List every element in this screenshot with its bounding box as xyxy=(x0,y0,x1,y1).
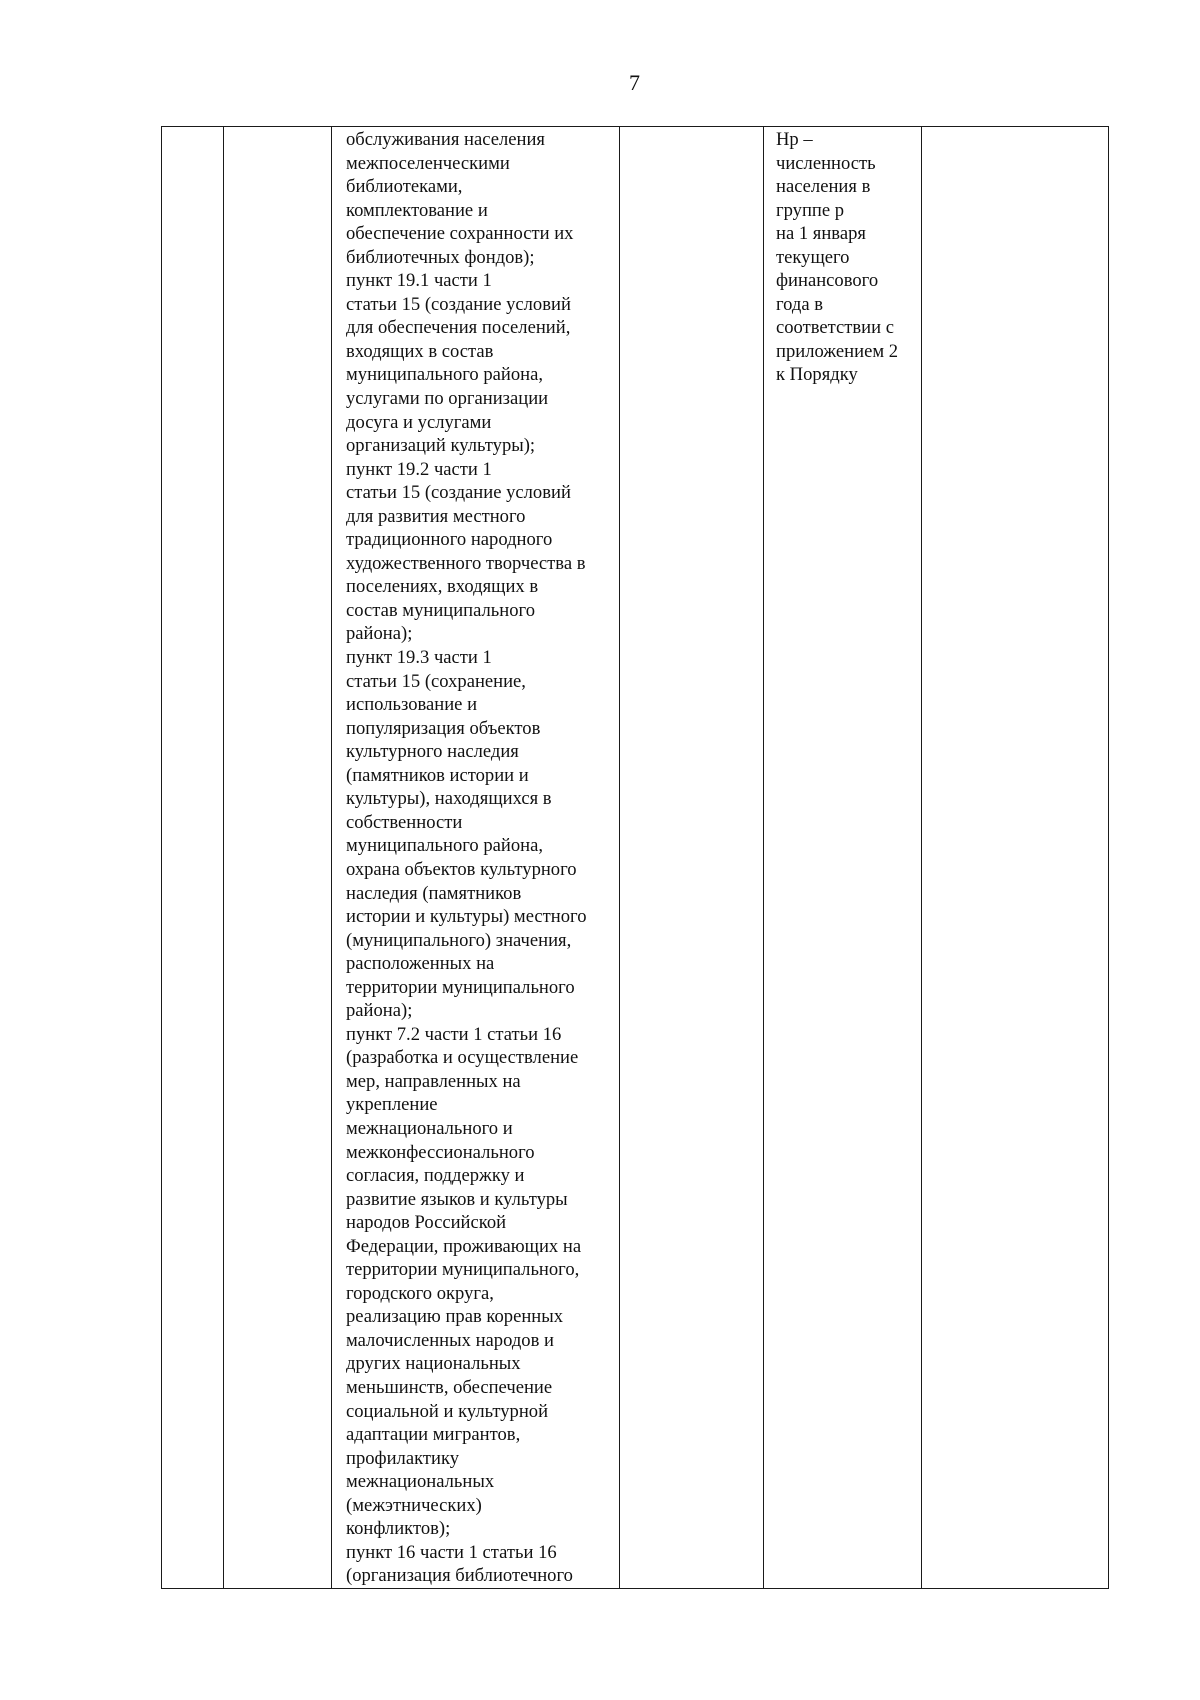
text-line: поселениях, входящих в xyxy=(346,576,539,598)
text-line: меньшинств, обеспечение xyxy=(346,1376,553,1398)
text-line: адаптации мигрантов, xyxy=(346,1424,521,1446)
text-line: культурного наследия xyxy=(346,741,519,763)
text-line: межнациональных xyxy=(346,1471,495,1493)
text-line: (муниципального) значения, xyxy=(346,929,572,951)
text-line: малочисленных народов и xyxy=(346,1329,554,1351)
table-row xyxy=(162,127,1109,1589)
text-line: охрана объектов культурного xyxy=(346,858,577,880)
text-line: района); xyxy=(346,1000,413,1022)
cell-note xyxy=(764,127,922,1589)
text-line: пункт 19.2 части 1 xyxy=(346,458,492,480)
text-line: статьи 15 (создание условий xyxy=(346,293,571,315)
text-line: численность xyxy=(776,152,876,174)
text-line: текущего xyxy=(776,246,850,268)
text-line: (межэтнических) xyxy=(346,1494,482,1516)
text-line: мер, направленных на xyxy=(346,1070,521,1092)
text-line: собственности xyxy=(346,811,463,833)
text-line: популяризация объектов xyxy=(346,717,541,739)
text-line: территории муниципального, xyxy=(346,1259,580,1281)
text-line: пункт 19.1 части 1 xyxy=(346,270,492,292)
text-line: муниципального района, xyxy=(346,835,543,857)
text-line: конфликтов); xyxy=(346,1518,451,1540)
text-line: (разработка и осуществление xyxy=(346,1047,579,1069)
text-line: года в xyxy=(776,293,824,315)
text-line: организаций культуры); xyxy=(346,435,536,457)
note-text xyxy=(764,127,921,387)
text-line: Нр – xyxy=(776,129,813,150)
text-line: пункт 19.3 части 1 xyxy=(346,647,492,669)
text-line: межнационального и xyxy=(346,1117,513,1139)
text-line: развитие языков и культуры xyxy=(346,1188,568,1210)
text-line: района); xyxy=(346,623,413,645)
text-line: реализацию прав коренных xyxy=(346,1306,564,1328)
text-line: городского округа, xyxy=(346,1282,494,1304)
text-line: для обеспечения поселений, xyxy=(346,317,571,339)
text-line: приложением 2 xyxy=(776,340,899,362)
cell-col-2 xyxy=(224,127,332,1589)
text-line: состав муниципального xyxy=(346,599,535,621)
text-line: согласия, поддержку и xyxy=(346,1165,525,1187)
text-line: пункт 7.2 части 1 статьи 16 xyxy=(346,1023,562,1045)
legal-basis-text xyxy=(332,127,619,1588)
text-line: услугами по организации xyxy=(346,388,549,410)
text-line: группе р xyxy=(776,199,845,221)
text-line: статьи 15 (сохранение, xyxy=(346,670,526,692)
document-table xyxy=(161,126,1109,1589)
text-line: муниципального района, xyxy=(346,364,543,386)
text-line: финансового xyxy=(776,270,879,292)
text-line: для развития местного xyxy=(346,505,526,527)
text-line: библиотеками, xyxy=(346,176,463,198)
text-line: соответствии с xyxy=(776,317,894,339)
text-line: к Порядку xyxy=(776,364,858,386)
text-line: социальной и культурной xyxy=(346,1400,549,1422)
text-line: художественного творчества в xyxy=(346,552,586,574)
text-line: истории и культуры) местного xyxy=(346,906,587,928)
text-line: наследия (памятников xyxy=(346,882,522,904)
page-number: 7 xyxy=(629,70,640,95)
text-line: на 1 января xyxy=(776,223,866,245)
text-line: статьи 15 (создание условий xyxy=(346,482,571,504)
text-line: расположенных на xyxy=(346,953,495,975)
text-line: комплектование и xyxy=(346,199,488,221)
text-line: культуры), находящихся в xyxy=(346,788,552,810)
text-line: обслуживания населения xyxy=(346,129,545,150)
text-line: традиционного народного xyxy=(346,529,553,551)
text-line: профилактику xyxy=(346,1447,460,1469)
text-line: пункт 16 части 1 статьи 16 xyxy=(346,1541,557,1563)
text-line: (памятников истории и xyxy=(346,764,529,786)
text-line: входящих в состав xyxy=(346,340,494,362)
text-line: территории муниципального xyxy=(346,976,575,998)
cell-col-1 xyxy=(162,127,224,1589)
text-line: межпоселенческими xyxy=(346,152,510,174)
text-line: Федерации, проживающих на xyxy=(346,1235,582,1257)
cell-col-4 xyxy=(620,127,764,1589)
text-line: населения в xyxy=(776,176,871,198)
text-line: народов Российской xyxy=(346,1212,507,1234)
text-line: межконфессионального xyxy=(346,1141,535,1163)
cell-legal-basis xyxy=(332,127,620,1589)
text-line: (организация библиотечного xyxy=(346,1565,573,1587)
text-line: библиотечных фондов); xyxy=(346,246,535,268)
text-line: укрепление xyxy=(346,1094,438,1116)
text-line: использование и xyxy=(346,694,478,716)
cell-col-6 xyxy=(922,127,1109,1589)
text-line: досуга и услугами xyxy=(346,411,492,433)
text-line: обеспечение сохранности их xyxy=(346,223,574,245)
text-line: других национальных xyxy=(346,1353,521,1375)
